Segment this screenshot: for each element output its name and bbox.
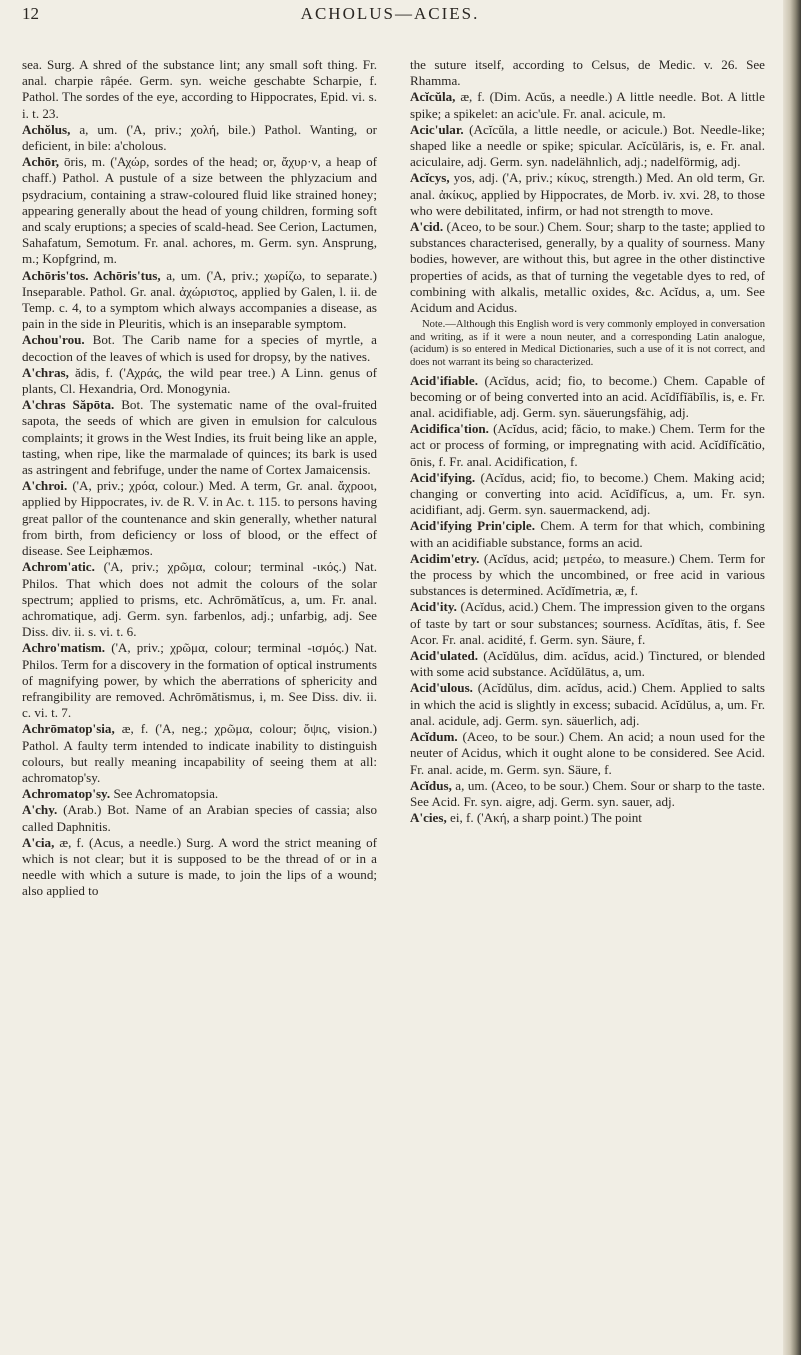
entry-text: (Acĭdŭlus, dim. acĭdus, acid.) Chem. Applied to salts in which the acid is slightly in excess; subacid. Acĭdŭlus, a, um. Fr. anal. acidule, adj. Germ. syn. säuerlich, adj. xyxy=(410,680,765,728)
dictionary-entry xyxy=(410,778,765,810)
dictionary-entry xyxy=(22,397,377,478)
dictionary-entry xyxy=(22,640,377,721)
dictionary-entry xyxy=(22,786,377,802)
entry-headword: A'cid. xyxy=(410,219,444,235)
entry-headword: Achou'rou. xyxy=(22,332,85,348)
dictionary-entry xyxy=(22,122,377,154)
entry-headword: Acid'ulous. xyxy=(410,680,473,696)
entry-headword: Acic'ular. xyxy=(410,121,464,137)
entry-text: (Aceo, to be sour.) Chem. Sour; sharp to the taste; applied to substances characterised, generally, by a quality of sourness. Many bodies, however, are without this, but agree in the other distinctive properties of acids, as that of turning the vegetable dyes to red, of combining with alkalis, metallic oxides, &c. Acĭdus, a, um. See Acidum and Acidus. xyxy=(410,219,765,316)
dictionary-entry xyxy=(410,680,765,729)
dictionary-entry xyxy=(410,122,765,171)
entry-headword: Acidim'etry. xyxy=(410,550,480,566)
entry-text: Bot. The systematic name of the oval-fruited sapota, the seeds of which are given in emulsion for calculous complaints; it grows in the West Indies, its fruit being like an apple, tasting, when ripe, like the marmalade of quinces; its bark is used as astringent and febrifuge, under the name of Cortex Jamaicensis. xyxy=(22,397,377,478)
entry-headword: Achro'matism. xyxy=(22,640,106,656)
dictionary-entry xyxy=(410,219,765,316)
dictionary-entry xyxy=(410,810,765,826)
entry-headword: Acĭdus, xyxy=(410,777,452,793)
entry-headword: A'cia, xyxy=(22,834,55,850)
dictionary-entry xyxy=(22,721,377,786)
dictionary-entry xyxy=(410,551,765,600)
footnote xyxy=(410,319,765,369)
dictionary-entry xyxy=(410,729,765,778)
entry-text: ōris, m. ('Αχώρ, sordes of the head; or, ἄχυρ·ν, a heap of chaff.) Pathol. A pustule of a size between the phlyzacium and psydracium, containing a straw-coloured fluid like strained honey; appearing generally about the head of young children, forming soft and scaly eruptions; a species of scald-head. See Cerion, Lactumen, Sahafatum, Semotum. Fr. anal. achores, m. Germ. syn. Ansprung, m.; Kopfgrind, m. xyxy=(22,154,377,267)
entry-text: (Acĭdus, acid; fio, to become.) Chem. Making acid; changing or converting into acid. Acĭdĭfĭcus, a, um. Fr. syn. acidifiant, adj. Germ. syn. sauermackend, adj. xyxy=(410,469,765,518)
entry-headword: Achromatop'sy. xyxy=(22,786,111,802)
entry-text: æ, f. (Acus, a needle.) Surg. A word the strict meaning of which is not clear; but it is supposed to be the thread of or in a needle with which a suture is made, to join the lips of a wound; also applied to xyxy=(22,834,377,899)
dictionary-entry xyxy=(410,170,765,219)
entry-text: æ, f. (Dim. Acŭs, a needle.) A little needle. Bot. A little spike; a spikelet: an acic'ule. Fr. anal. acicule, m. xyxy=(410,89,765,121)
entry-headword: A'cies, xyxy=(410,810,447,826)
entry-headword: Achōris'tos. Achōris'tus, xyxy=(22,267,161,283)
dictionary-entry xyxy=(22,559,377,640)
dictionary-entry xyxy=(22,57,377,122)
dictionary-entry xyxy=(410,518,765,550)
entry-text: a, um. (Aceo, to be sour.) Chem. Sour or sharp to the taste. See Acid. Fr. syn. aigre, adj. Germ. syn. sauer, adj. xyxy=(410,777,765,809)
entry-headword: Achŏlus, xyxy=(22,121,71,137)
dictionary-entry xyxy=(22,154,377,267)
entry-text: ('A, priv.; χρόα, colour.) Med. A term, Gr. anal. ἄχροοι, applied by Hippocrates, iv. de R. V. in Ac. t. 115. to persons having great pallor of the countenance and skin generally, whether natural from birth, from deficiency or loss of blood, or the effect of disease. See Leiphæmos. xyxy=(22,478,378,559)
dictionary-entry xyxy=(22,365,377,397)
entry-text: ei, f. ('Ακή, a sharp point.) The point xyxy=(450,810,642,826)
entry-headword: Achōr, xyxy=(22,154,59,170)
entry-text: (Aceo, to be sour.) Chem. An acid; a noun used for the neuter of Acidus, which it ought alone to be considered. See Acid. Fr. anal. acide, m. Germ. syn. Säure, f. xyxy=(410,729,765,777)
entry-text: (Acĭdus, acid.) Chem. The impression given to the organs of taste by tart or sour substances; sourness. Acĭdĭtas, ātis, f. See Acor. Fr. anal. acidité, f. Germ. syn. Säure, f. xyxy=(410,599,766,647)
dictionary-entry xyxy=(410,373,765,422)
dictionary-entry xyxy=(410,421,765,470)
entry-text: a, um. ('A, priv.; χολή, bile.) Pathol. Wanting, or deficient, in bile: a'cholous. xyxy=(22,121,377,154)
entry-headword: A'chy. xyxy=(22,802,58,818)
dictionary-entry xyxy=(22,802,377,834)
entry-headword: A'chras Săpōta. xyxy=(22,397,115,413)
entry-headword: Acid'ulated. xyxy=(410,648,479,664)
entry-headword: Acid'ifying. xyxy=(410,469,476,485)
entry-headword: A'chras, xyxy=(22,364,69,380)
entry-text: Bot. The Carib name for a species of myrtle, a decoction of the leaves of which is used for dropsy, by the natives. xyxy=(22,332,377,364)
page-number: 12 xyxy=(22,4,39,23)
entry-headword: Acidifica'tion. xyxy=(410,421,489,437)
entry-text: Chem. A term for that which, combining with an acidifiable substance, forms an acid. xyxy=(410,518,765,550)
entry-text: (Arab.) Bot. Name of an Arabian species of cassia; also called Daphnitis. xyxy=(22,802,377,834)
page-header xyxy=(0,4,780,32)
book-spine-shadow xyxy=(783,0,801,1355)
running-head: ACHOLUS—ACIES. xyxy=(300,4,480,23)
dictionary-entry xyxy=(22,478,377,559)
entry-headword: Acĭcŭla, xyxy=(410,89,456,105)
entry-text: the suture itself, according to Celsus, de Medic. v. 26. See Rhamma. xyxy=(410,57,765,89)
entry-headword: Acĭdum. xyxy=(410,729,458,745)
entry-text: Note.—Although this English word is very commonly employed in conversation and writing, as if it were a noun neuter, and a corresponding Latin analogue, (acidum) is so entered in Medical Dictionaries, such a use of it is not correct, and does not warrant its being so characterized. xyxy=(410,319,765,369)
entry-text: æ, f. ('A, neg.; χρῶμα, colour; ὄψις, vision.) Pathol. A faulty term intended to indicate inability to distinguish colours, but really meaning incapability of seeing them at all: achromatop'sy. xyxy=(22,721,377,785)
dictionary-entry xyxy=(22,332,377,364)
entry-text: a, um. ('A, priv.; χωρίζω, to separate.) Inseparable. Pathol. Gr. anal. ἀχώριστος, applied by Galen, l. ii. de Temp. c. 4, to a symptom which always accompanies a disease, as pain in the side in Pleuritis, which is an inseparable symptom. xyxy=(22,267,378,332)
dictionary-entry xyxy=(410,599,765,648)
dictionary-entry xyxy=(22,268,377,333)
dictionary-entry xyxy=(22,835,377,900)
entry-text: ădis, f. ('Αχράς, the wild pear tree.) A Linn. genus of plants, Cl. Hexandria, Ord. Monogynia. xyxy=(22,364,377,397)
entry-headword: Achrōmatop'sia, xyxy=(22,721,115,737)
entry-text: (Acĭcŭla, a little needle, or acicule.) Bot. Needle-like; shaped like a needle or spike; spicular. Acĭcŭlāris, is, e. Fr. anal. aciculaire, adj. Germ. syn. nadelähnlich, adj.; nadelförmig, adj. xyxy=(410,121,765,170)
entry-headword: Acid'ifiable. xyxy=(410,372,479,388)
entry-text: (Acĭdus, acid; fio, to become.) Chem. Capable of becoming or of being converted into an acid. Acĭdĭfĭābĭlis, is, e. Fr. anal. acidifiable, adj. Germ. syn. säuerungsfähig, adj. xyxy=(410,372,765,421)
entry-text: ('A, priv.; χρῶμα, colour; terminal -ισμός.) Nat. Philos. Term for a discovery in the formation of optical instruments of magnifying power, by which the aberrations of sphericity and refrangibility are removed. Achrōmătismus, i, m. See Diss. div. ii. c. vi. t. 7. xyxy=(22,640,377,721)
entry-text: (Acĭdus, acid; μετρέω, to measure.) Chem. Term for the process by which the uncombined, or free acid in various substances is determined. Acĭdĭmetria, æ, f. xyxy=(410,550,765,599)
entry-text: (Acĭdus, acid; făcio, to make.) Chem. Term for the act or process of forming, or impregnating with acid. Acĭdĭfĭcātio, ōnis, f. Fr. anal. Acidification, f. xyxy=(410,421,765,469)
entry-headword: Acĭcys, xyxy=(410,170,450,186)
right-column xyxy=(410,57,765,826)
entry-text: ('A, priv.; χρῶμα, colour; terminal -ικός.) Nat. Philos. That which does not admit the colours of the solar spectrum; applied to prisms, etc. Achrōmătĭcus, a, um. Fr. anal. achromatique, adj. Germ. syn. farbenlos, adj.; unfarbig, adj. See Diss. div. ii. s. vi. t. 6. xyxy=(22,559,377,640)
dictionary-entry xyxy=(410,470,765,519)
entry-headword: Acid'ity. xyxy=(410,599,457,615)
left-column xyxy=(22,57,377,900)
entry-headword: A'chroi. xyxy=(22,478,68,494)
dictionary-entry xyxy=(410,57,765,89)
dictionary-entry xyxy=(410,89,765,121)
entry-headword: Achrom'atic. xyxy=(22,559,95,575)
entry-text: See Achromatopsia. xyxy=(113,786,219,802)
dictionary-entry xyxy=(410,648,765,680)
entry-headword: Acid'ifying Prin'ciple. xyxy=(410,518,535,534)
entry-text: (Acĭdŭlus, dim. acĭdus, acid.) Tinctured, or blended with some acid substance. Acĭdŭlātus, a, um. xyxy=(410,648,765,680)
entry-text: sea. Surg. A shred of the substance lint; any small soft thing. Fr. anal. charpie râpée. Germ. syn. weiche geschabte Scharpie, f. Pathol. The sordes of the eye, according to Hippocrates, Epid. vi. s. i. t. 23. xyxy=(22,57,377,121)
entry-text: yos, adj. ('A, priv.; κίκυς, strength.) Med. An old term, Gr. anal. ἀκίκυς, applied by Hippocrates, de Morb. iv. xvi. 28, to those who were debilitated, infirm, or had not strength to move. xyxy=(410,170,765,218)
